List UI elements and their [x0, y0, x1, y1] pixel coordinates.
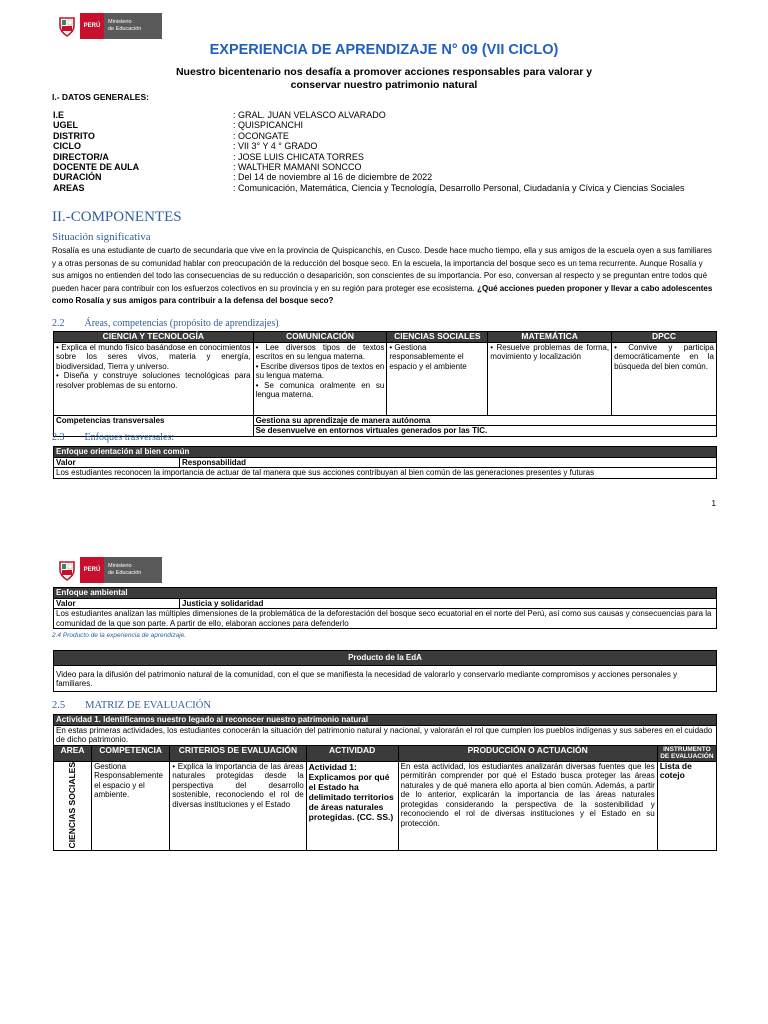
cell-dpcc: • Convive y participa democráticamente en la búsqueda del bien común. [612, 342, 717, 415]
datos-row [53, 141, 685, 151]
section-2-5-heading: 2.5 MATRIZ DE EVALUACIÓN [52, 700, 211, 711]
datos-row [53, 162, 685, 172]
datos-value: : OCONGATE [233, 130, 289, 141]
datos-generales-heading: I.- DATOS GENERALES: [52, 92, 149, 102]
section-2-4-caption: 2.4 Producto de la experiencia de aprendizaje. [52, 632, 187, 639]
datos-row [53, 172, 685, 182]
activity-title: Actividad 1. Identificamos nuestro legado al reconocer nuestro patrimonio natural [54, 715, 717, 726]
transversal-1: Gestiona su aprendizaje de manera autónoma [253, 415, 716, 426]
datos-key: DISTRITO [53, 130, 95, 141]
enfoque-bien-comun-title: Enfoque orientación al bien común [54, 447, 717, 458]
datos-value: : VII 3° Y 4 ° GRADO [233, 141, 318, 152]
section-2-3-heading: 2.3 Enfoques trasversales: [52, 432, 175, 443]
componentes-heading: II.-COMPONENTES [52, 209, 182, 225]
header-area: AREA [54, 745, 92, 761]
producto-text: Video para la difusión del patrimonio natural de la comunidad, con el que se manifiesta la necesidad de valorarlo y conservarlo mediante compromisos y acciones personales y familiares. [54, 665, 717, 691]
enfoque-ambiental-table [53, 587, 717, 629]
peru-label: PERÚ [80, 557, 104, 583]
datos-key: UGEL [53, 120, 79, 131]
document-subtitle: Nuestro bicentenario nos desafía a promover acciones responsables para valorar y conservar nuestro patrimonio natural [175, 66, 593, 91]
enfoque-ambiental-title: Enfoque ambiental [54, 588, 717, 599]
enfoque-bien-comun-table [53, 446, 717, 479]
datos-key: AREAS [53, 182, 85, 193]
header-comunicacion: COMUNICACIÓN [253, 332, 387, 343]
datos-key: DURACIÓN [53, 172, 102, 183]
datos-row [53, 152, 685, 162]
datos-row [53, 110, 685, 120]
cell-produccion: En esta actividad, los estudiantes analizarán diversas fuentes que les permitirán comprender por qué el Estado busca proteger las áreas naturales y de qué manera ello aporta al bien común. Además, a partir de lo anterior, explicarán la importancia de las áreas naturales protegidas considerando la perspectiva de la sostenibilidad y reconociendo el rol de diversas instituciones y el Estado en su protección. [398, 761, 657, 851]
header-dpcc: DPCC [612, 332, 717, 343]
minedu-logo [54, 557, 162, 583]
datos-value: : JOSE LUIS CHICATA TORRES [233, 151, 364, 162]
header-instrumento: INSTRUMENTO DE EVALUACIÓN [657, 745, 716, 761]
header-ciencias-sociales: CIENCIAS SOCIALES [387, 332, 488, 343]
areas-table [53, 331, 717, 437]
coat-of-arms-icon [54, 557, 80, 583]
peru-label: PERÚ [80, 13, 104, 39]
situacion-text: Rosalía es una estudiante de cuarto de secundaria que vive en la provincia de Quispicanchis, en Cusco. Desde hace mucho tiempo, ella y sus amigos de la escuela oyen a sus familiares y a otras personas de su comunidad hablar con preocupación de la reducción del bosque seco. En la escuela, la importancia del bosque seco es un tema recurrente. Aunque Rosalía y sus amigos no entienden del todo las consecuencias de su reducción o desaparición, son conscientes de su importancia. Por eso, conversan al respecto y se preguntan entre todos qué pueden hacer para contribuir con los esfuerzos colectivos en su provincia y en su región para proteger ese ecosistema. ¿Qué acciones pueden proponer y llevar a cabo adolescentes como Rosalía y sus amigos para contribuir a la defensa del bosque seco? [52, 246, 713, 306]
datos-value: : Comunicación, Matemática, Ciencia y Tecnología, Desarrollo Personal, Ciudadanía y Cívica y Ciencias Sociales [233, 182, 685, 193]
document-title: EXPERIENCIA DE APRENDIZAJE N° 09 (VII CICLO) [209, 42, 559, 58]
datos-key: DIRECTOR/A [53, 151, 109, 162]
producto-table [53, 650, 717, 692]
page-number: 1 [711, 499, 716, 508]
header-actividad: ACTIVIDAD [306, 745, 398, 761]
header-competencia: COMPETENCIA [92, 745, 170, 761]
cell-ciencias-sociales: • Gestiona responsablemente el espacio y el ambiente [387, 342, 488, 415]
datos-generales-list [53, 110, 685, 193]
producto-title: Producto de la EdA [54, 651, 717, 666]
cell-matematica: • Resuelve problemas de forma, movimiento y localización [488, 342, 612, 415]
ministry-label: Ministerio de Educación [108, 19, 142, 32]
cell-instrumento: Lista de cotejo [657, 761, 716, 851]
valor-label: Valor [54, 598, 180, 609]
activity-description: En estas primeras actividades, los estudiantes conocerán la situación del patrimonio natural y nacional, y valorarán el rol que cumplen los pueblos indígenas y sus saberes en el cuidado de dicho patrimonio. [54, 725, 717, 745]
cell-criterio: • Explica la importancia de las áreas naturales protegidas desde la perspectiva del desarrollo sostenible, reconociendo el rol de diversas instituciones y el Estado [170, 761, 306, 851]
cell-comunicacion: • Lee diversos tipos de textos escritos en su lengua materna. • Escribe diversos tipos de textos en su lengua materna. • Se comunica oralmente en su lengua materna. [253, 342, 387, 415]
section-2-2-heading: 2.2 Áreas, competencias (propósito de aprendizajes) [52, 318, 279, 329]
minedu-logo [54, 13, 162, 39]
datos-value: : Del 14 de noviembre al 16 de diciembre de 2022 [233, 172, 433, 183]
cell-area: CIENCIAS SOCIALES [54, 761, 92, 851]
header-criterios: CRITERIOS DE EVALUACIÓN [170, 745, 306, 761]
datos-key: DOCENTE DE AULA [53, 162, 140, 173]
ministry-label: Ministerio de Educación [108, 563, 142, 576]
header-ciencia: CIENCIA Y TECNOLOGÍA [54, 332, 254, 343]
coat-of-arms-icon [54, 13, 80, 39]
matriz-evaluacion-table [53, 714, 717, 851]
enfoque-bien-comun-text: Los estudiantes reconocen la importancia de actuar de tal manera que sus acciones contribuyan al bien común de las generaciones presentes y futuras [54, 468, 717, 479]
enfoque-ambiental-text: Los estudiantes analizan las múltiples dimensiones de la problemática de la deforestación del bosque seco ecuatorial en el norte del Perú, así como sus causas y consecuencias para la comunidad de la que son parte. A partir de ello, elaboran acciones para defenderlo [54, 609, 717, 629]
header-produccion: PRODUCCIÓN O ACTUACIÓN [398, 745, 657, 761]
cell-ciencia: • Explica el mundo físico basándose en conocimientos sobre los seres vivos, materia y energía, biodiversidad, Tierra y universo. • Diseña y construye soluciones tecnológicas para resolver problemas de su entorno. [54, 342, 254, 415]
datos-row [53, 120, 685, 130]
datos-value: : QUISPICANCHI [233, 120, 304, 131]
cell-actividad: Actividad 1: Explicamos por qué el Estado ha delimitado territorios de áreas naturales protegidas. (CC. SS.) [306, 761, 398, 851]
situacion-heading: Situación significativa [52, 231, 151, 243]
datos-key: CICLO [53, 141, 81, 152]
valor-value: Responsabilidad [180, 457, 717, 468]
datos-value: : WALTHER MAMANI SONCCO [233, 162, 362, 173]
transversal-2: Se desenvuelve en entornos virtuales generados por las TIC. [253, 426, 716, 437]
valor-value: Justicia y solidaridad [180, 598, 717, 609]
header-matematica: MATEMÁTICA [488, 332, 612, 343]
transversal-label: Competencias transversales [54, 415, 254, 436]
datos-row [53, 131, 685, 141]
datos-value: : GRAL. JUAN VELASCO ALVARADO [233, 110, 386, 120]
cell-competencia: Gestiona Responsablemente el espacio y el ambiente. [92, 761, 170, 851]
datos-key: I.E [53, 110, 65, 120]
valor-label: Valor [54, 457, 180, 468]
datos-row [53, 183, 685, 193]
